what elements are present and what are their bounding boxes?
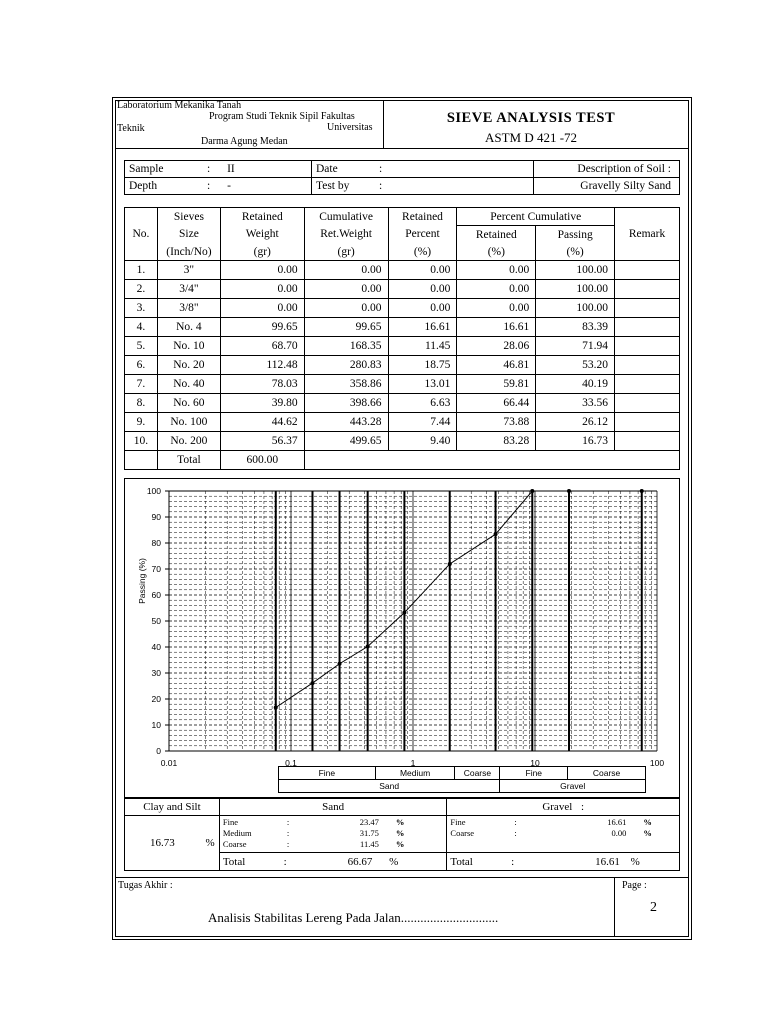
cell-pass: 100.00 [536,261,615,280]
cell-cum: 280.83 [304,356,388,375]
clay-silt-value: 16.73 [150,837,175,849]
cell-no: 4. [125,318,158,337]
cell-sieve: No. 40 [157,375,220,394]
footer-page-divider [614,877,615,937]
program-line1: Program Studi Teknik Sipil Fakultas [209,111,355,122]
cell-weight: 0.00 [220,299,304,318]
sample-value: II [227,163,235,175]
cell-weight: 44.62 [220,413,304,432]
total-label: Total [157,451,220,470]
description-label: Description of Soil : [534,161,680,178]
cell-remark [615,413,680,432]
cell-remark [615,318,680,337]
summary-colon: : [286,816,290,827]
cell-remark [615,432,680,451]
cell-cret: 28.06 [457,337,536,356]
summary-row [220,827,447,838]
lab-header [115,100,384,148]
clay-silt-cell [125,816,220,871]
summary-value: 23.47 [359,816,379,827]
clay-silt-pct: % [205,837,215,849]
cell-weight: 99.65 [220,318,304,337]
cell-cret: 59.81 [457,375,536,394]
cell-cum: 443.28 [304,413,388,432]
data-point [530,489,534,493]
gravel-colon: : [581,801,585,813]
summary-value: 0.00 [611,827,627,838]
y-tick-label: 10 [151,720,161,730]
summary-pct: % [643,827,652,838]
soil-group-1: Gravel [500,780,646,793]
sand-total-row [219,853,447,871]
cell-no: 5. [125,337,158,356]
summary-colon: : [514,827,517,838]
cell-cum: 0.00 [304,299,388,318]
data-point [366,645,370,649]
cell-cret: 73.88 [457,413,536,432]
table-row [125,337,680,356]
table-row [125,394,680,413]
cell-pct: 11.45 [388,337,457,356]
header-weight-2: Weight [220,226,304,244]
data-point [640,489,644,493]
cell-cum: 168.35 [304,337,388,356]
sample-info-table [124,160,680,195]
description-value: Gravelly Silty Sand [534,178,680,195]
gravel-total-colon: : [511,855,515,868]
y-axis-label: Passing (%) [137,558,147,604]
cell-no: 3. [125,299,158,318]
gravel-rows [447,816,679,838]
data-point [310,681,314,685]
cell-no: 10. [125,432,158,451]
sieve-table-body [125,261,680,451]
cell-no: 2. [125,280,158,299]
cell-cret: 0.00 [457,299,536,318]
header-pct-1: Retained [388,208,457,226]
test-by-label: Test by [312,178,376,195]
cell-pass: 26.12 [536,413,615,432]
summary-label: Coarse [450,827,475,838]
soil-class-3: Fine [500,767,568,780]
table-row [125,432,680,451]
soil-class-top-row [279,767,646,780]
program-teknik: Teknik [117,123,145,134]
y-tick-label: 90 [151,512,161,522]
summary-label: Fine [450,816,466,827]
summary-row [447,827,679,838]
data-point [494,532,498,536]
total-weight: 600.00 [220,451,304,470]
cell-pct: 18.75 [388,356,457,375]
header-percent-cumulative: Percent Cumulative [457,208,615,226]
gravel-header [447,799,680,816]
y-tick-label: 60 [151,590,161,600]
x-tick-label: 0.01 [160,758,178,768]
cell-sieve: No. 100 [157,413,220,432]
x-tick-label: 10 [530,758,540,768]
cell-remark [615,394,680,413]
x-tick-label: 100 [649,758,665,768]
summary-row [220,816,447,827]
cell-cum: 358.86 [304,375,388,394]
cell-remark [615,280,680,299]
summary-value: 11.45 [360,838,379,849]
cell-pass: 100.00 [536,280,615,299]
cell-no: 8. [125,394,158,413]
y-tick-label: 100 [146,486,161,496]
cell-pass: 53.20 [536,356,615,375]
date-colon: : [375,161,534,178]
cell-sieve: No. 20 [157,356,220,375]
header-no: No. [125,208,158,261]
cell-sieve: 3/8" [157,299,220,318]
header-pct-3: (%) [388,243,457,261]
table-row [125,299,680,318]
cell-cret: 16.61 [457,318,536,337]
sand-label: Sand [219,799,447,816]
cell-pass: 33.56 [536,394,615,413]
summary-colon: : [286,838,290,849]
data-point [402,611,406,615]
x-tick-label: 1 [410,758,416,768]
cell-pass: 83.39 [536,318,615,337]
cell-weight: 112.48 [220,356,304,375]
summary-value: 16.61 [607,816,627,827]
cell-cret: 0.00 [457,261,536,280]
x-tick-label: 0.1 [285,758,297,768]
header-cum-3: (gr) [304,243,388,261]
cell-pass: 71.94 [536,337,615,356]
soil-class-2: Coarse [455,767,500,780]
sand-total-pct: % [389,855,399,868]
soil-class-4: Coarse [568,767,646,780]
header-sieves-3: (Inch/No) [157,243,220,261]
cell-pct: 6.63 [388,394,457,413]
sand-rows [220,816,447,849]
cell-sieve: No. 10 [157,337,220,356]
summary-value: 31.75 [359,827,379,838]
page-label: Page : [622,880,647,891]
cell-remark [615,299,680,318]
cell-pass: 100.00 [536,299,615,318]
summary-row [447,816,679,827]
cell-pct: 0.00 [388,299,457,318]
y-tick-label: 0 [156,746,161,756]
header-pc-retained-2: (%) [457,243,536,261]
depth-value-cell [203,178,312,195]
cell-cum: 99.65 [304,318,388,337]
header-remark: Remark [615,208,680,261]
cell-pct: 16.61 [388,318,457,337]
y-tick-label: 80 [151,538,161,548]
cell-no: 1. [125,261,158,280]
thesis-title: Analisis Stabilitas Lereng Pada Jalan.............................. [208,910,499,925]
lab-name: Laboratorium Mekanika Tanah [117,100,242,111]
cell-pct: 7.44 [388,413,457,432]
cell-no: 7. [125,375,158,394]
program-line3: Darma Agung Medan [201,136,288,147]
data-point [338,662,342,666]
cell-cret: 46.81 [457,356,536,375]
header-divider [115,148,689,149]
soil-class-strip [278,766,646,793]
cell-no: 6. [125,356,158,375]
sand-total: 66.67 [347,855,373,868]
cell-cum: 0.00 [304,280,388,299]
table-row [125,318,680,337]
header-pc-retained-1: Retained [457,226,536,244]
cell-pct: 0.00 [388,280,457,299]
clay-silt-label: Clay and Silt [125,799,220,816]
cell-cum: 0.00 [304,261,388,280]
total-empty [125,451,158,470]
summary-pct: % [395,838,405,849]
sand-total-label: Total [222,855,246,868]
page-number: 2 [650,900,657,915]
gravel-label: Gravel [542,801,573,813]
cell-pass: 40.19 [536,375,615,394]
gravel-breakdown [447,816,680,853]
header-pc-passing-2: (%) [536,243,615,261]
header-cum-1: Cumulative [304,208,388,226]
header-sieves-1: Sieves [157,208,220,226]
gravel-total-row [447,853,680,871]
sample-colon: : [207,163,211,175]
soil-class-1: Medium [375,767,455,780]
cell-weight: 78.03 [220,375,304,394]
table-row [125,413,680,432]
cell-remark [615,261,680,280]
table-row [125,375,680,394]
summary-pct: % [643,816,652,827]
cell-sieve: No. 4 [157,318,220,337]
header-pct-2: Percent [388,226,457,244]
summary-label: Fine [222,816,238,827]
cell-sieve: No. 60 [157,394,220,413]
grain-size-chart [124,478,680,798]
soil-group-0: Sand [279,780,500,793]
cell-remark [615,337,680,356]
y-tick-label: 40 [151,642,161,652]
cell-cret: 66.44 [457,394,536,413]
data-point [274,706,278,710]
sample-label: Sample [125,161,204,178]
cell-cret: 83.28 [457,432,536,451]
cell-weight: 56.37 [220,432,304,451]
cell-cret: 0.00 [457,280,536,299]
gravel-total-pct: % [630,855,640,868]
cell-weight: 68.70 [220,337,304,356]
cell-remark [615,356,680,375]
header-weight-1: Retained [220,208,304,226]
cell-no: 9. [125,413,158,432]
y-tick-label: 50 [151,616,161,626]
summary-pct: % [395,827,405,838]
sieve-table [124,207,680,470]
summary-label: Coarse [222,838,247,849]
sand-total-colon: : [283,855,287,868]
cell-remark [615,375,680,394]
cell-weight: 0.00 [220,261,304,280]
passing-curve [276,491,642,708]
depth-colon: : [207,180,211,192]
sand-breakdown [219,816,447,853]
header-cum-2: Ret.Weight [304,226,388,244]
summary-pct: % [395,816,405,827]
cell-sieve: No. 200 [157,432,220,451]
test-by-colon: : [375,178,534,195]
cell-weight: 39.80 [220,394,304,413]
soil-class-0: Fine [279,767,376,780]
header-sieves-2: Size [157,226,220,244]
summary-colon: : [514,816,517,827]
footer-divider [115,877,689,878]
summary-table [124,798,680,871]
page-title: SIEVE ANALYSIS TEST [446,110,616,126]
sample-value-cell [203,161,312,178]
cell-weight: 0.00 [220,280,304,299]
cell-cum: 499.65 [304,432,388,451]
depth-label: Depth [125,178,204,195]
cell-pass: 16.73 [536,432,615,451]
standard-code: ASTM D 421 -72 [484,130,578,145]
cell-pct: 0.00 [388,261,457,280]
cell-cum: 398.66 [304,394,388,413]
grain-size-chart-svg [125,479,679,797]
y-tick-label: 70 [151,564,161,574]
header-pc-passing-1: Passing [536,226,615,244]
summary-colon: : [286,827,290,838]
summary-label: Medium [222,827,252,838]
table-row [125,356,680,375]
soil-class-bottom-row [279,780,646,793]
cell-sieve: 3/4" [157,280,220,299]
summary-row [220,838,447,849]
header-weight-3: (gr) [220,243,304,261]
date-label: Date [312,161,376,178]
gravel-total-label: Total [450,855,473,868]
depth-value: - [227,180,231,192]
table-row [125,261,680,280]
data-point [448,562,452,566]
gravel-total: 16.61 [595,855,620,868]
y-tick-label: 30 [151,668,161,678]
data-point [567,489,571,493]
table-row [125,280,680,299]
cell-sieve: 3" [157,261,220,280]
cell-pct: 13.01 [388,375,457,394]
total-filler [304,451,679,470]
program-universitas: Universitas [327,122,373,133]
tugas-label: Tugas Akhir : [118,880,173,891]
y-tick-label: 20 [151,694,161,704]
cell-pct: 9.40 [388,432,457,451]
